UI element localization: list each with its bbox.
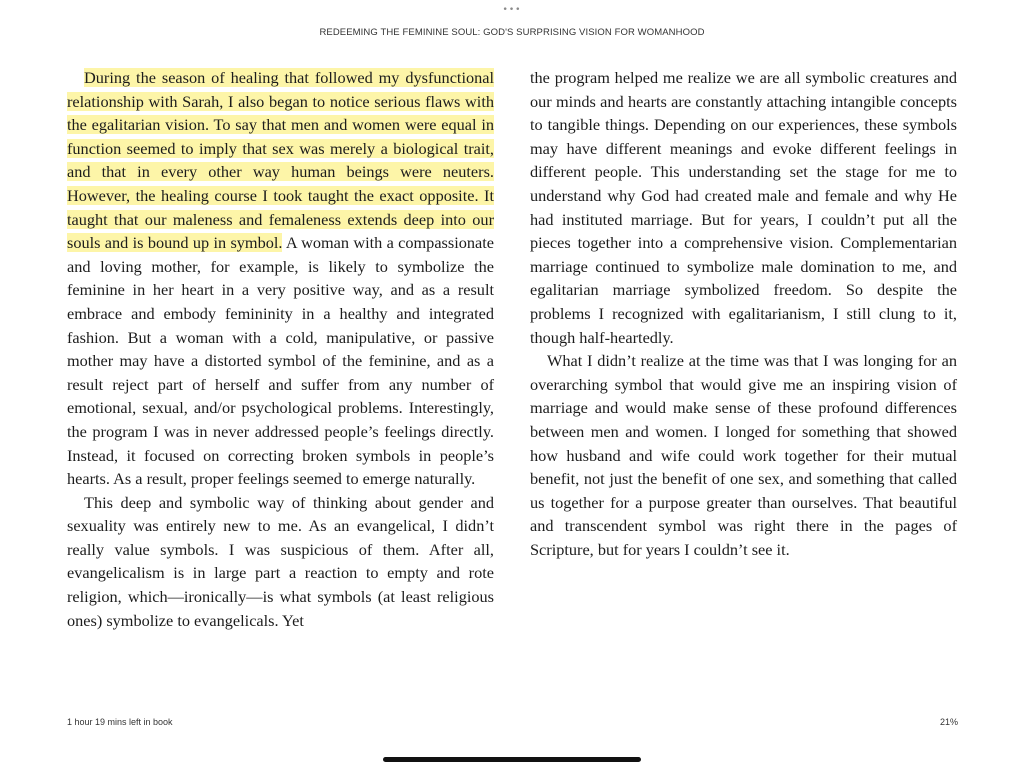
- time-left-in-book: 1 hour 19 mins left in book: [67, 717, 173, 727]
- reader-menu-dots-icon[interactable]: •••: [502, 5, 522, 15]
- book-title: REDEEMING THE FEMININE SOUL: GOD'S SURPRISING VISION FOR WOMANHOOD: [319, 27, 705, 38]
- left-paragraph-1: [67, 66, 494, 491]
- right-page-column: [530, 66, 957, 561]
- right-paragraph-1: the program helped me realize we are all symbolic creatures and our minds and hearts are constantly attaching intangible concepts to tangible things. Depending on our experiences, these symbols may have different meanings and evoke different feelings in different people. This understanding set the stage for me to understand why God had created male and female and why He had instituted marriage. But for years, I couldn’t put all the pieces together into a comprehensive vision. Complementarian marriage continued to symbolize male domination to me, and egalitarian marriage symbolized freedom. So despite the problems I recognized with egalitarianism, I still clung to it, though half-heartedly.: [530, 68, 957, 347]
- left-page-column: [67, 66, 494, 632]
- highlighted-passage[interactable]: During the season of healing that followed my dysfunctional relationship with Sarah, I also began to notice serious flaws with the egalitarian vision. To say that men and women were equal in function seemed to imply that sex was merely a biological trait, and that in every other way human beings were neuters. However, the healing course I took taught the exact opposite. It taught that our maleness and femaleness extends deep into our souls and is bound up in symbol.: [67, 68, 494, 253]
- right-paragraph-2: What I didn’t realize at the time was that I was longing for an overarching symbol that would give me an inspiring vision of marriage and would make sense of these profound differences between men and women. I longed for something that showed how husband and wife could work together for their mutual benefit, not just the benefit of one sex, and something that called us together for a purpose greater than ourselves. That beautiful and transcendent symbol was right there in the pages of Scripture, but for years I couldn’t see it.: [530, 351, 957, 559]
- home-indicator-bar[interactable]: [383, 757, 641, 762]
- left-paragraph-1-continuation: A woman with a compassionate and loving mother, for example, is likely to symbolize the feminine in her heart in a very positive way, and as a result embrace and embody femininity in a healthy and integrated fashion. But a woman with a cold, manipulative, or passive mother may have a distorted symbol of the feminine, and as a result reject part of herself and suffer from any number of emotional, sexual, and/or psychological problems. Interestingly, the program I was in never addressed people’s feelings directly. Instead, it focused on correcting broken symbols in people’s hearts. As a result, proper feelings seemed to emerge naturally.: [67, 233, 495, 489]
- reading-progress-percent: 21%: [939, 717, 958, 727]
- left-paragraph-2: This deep and symbolic way of thinking about gender and sexuality was entirely new to me. As an evangelical, I didn’t really value symbols. I was suspicious of them. After all, evangelicalism is in large part a reaction to empty and rote religion, which—ironically—is what symbols (at least religious ones) symbolize to evangelicals. Yet: [67, 492, 494, 630]
